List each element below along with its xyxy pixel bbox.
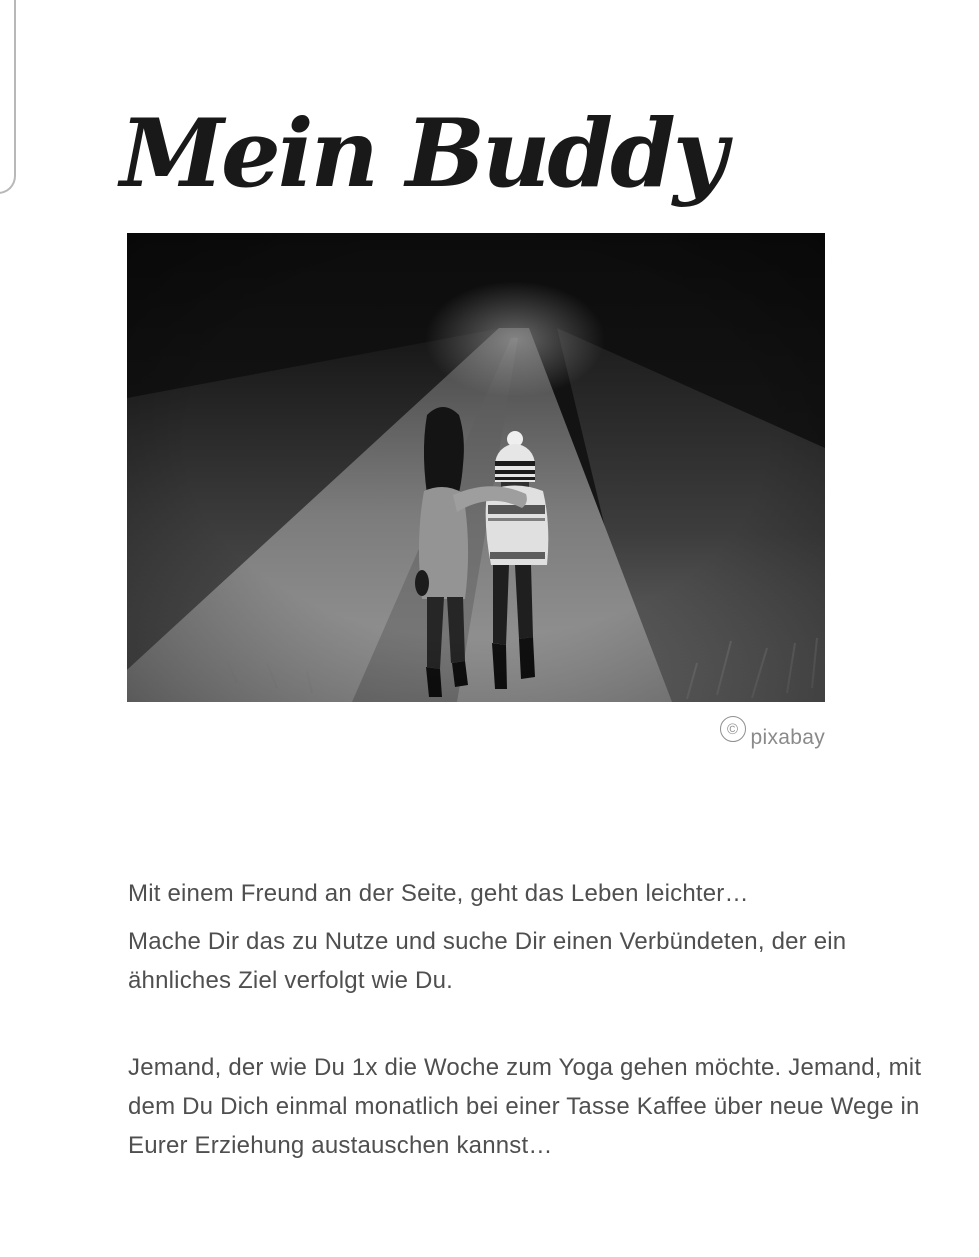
paragraph-2: Mache Dir das zu Nutze und suche Dir einen Verbündeten, der ein ähnliches Ziel verfolgt wie Du. [128, 928, 847, 994]
photo-illustration [127, 233, 825, 702]
copyright-icon: © [720, 716, 746, 742]
photo-vignette [127, 233, 825, 702]
page-title: Mein Buddy [120, 98, 725, 209]
paragraph-1: Mit einem Freund an der Seite, geht das Leben leichter… [128, 880, 749, 907]
previous-page-corner [0, 0, 16, 194]
photo-credit-label: pixabay [750, 726, 825, 749]
body-text [128, 874, 928, 1174]
paragraph-3: Jemand, der wie Du 1x die Woche zum Yoga gehen möchte. Jemand, mit dem Du Dich einmal monatlich bei einer Tasse Kaffee über neue Wege in Eurer Erziehung austauschen kannst… [128, 1054, 922, 1159]
photo-credit [127, 714, 825, 750]
photo-children-walking [127, 233, 825, 702]
